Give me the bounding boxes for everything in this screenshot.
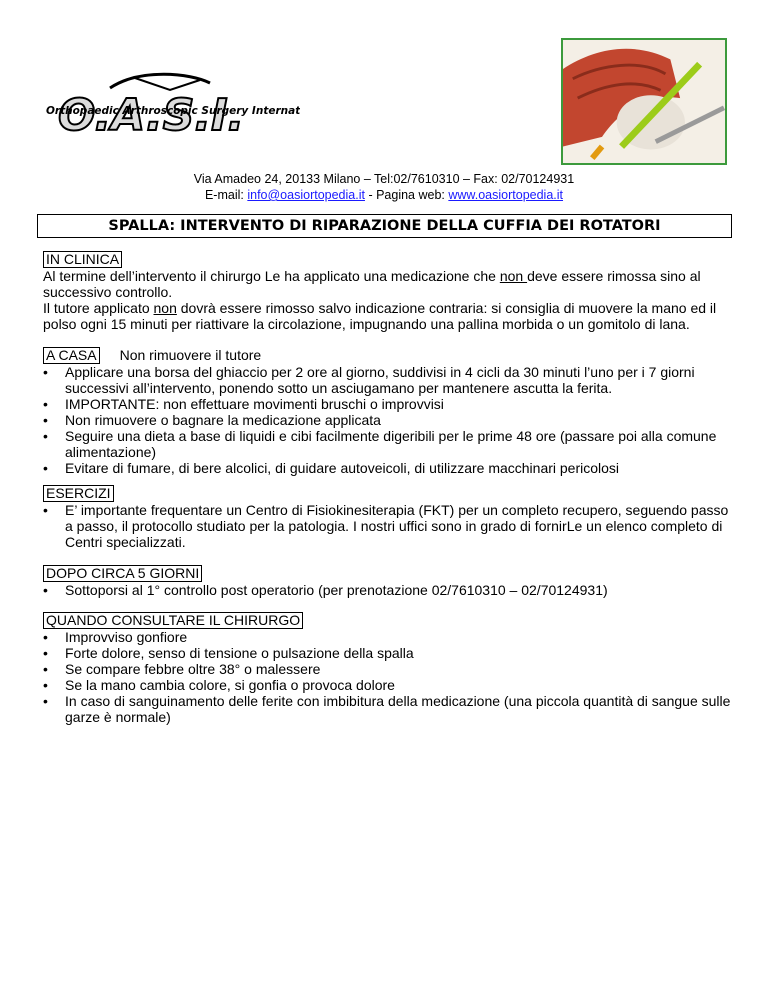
- list-item-text: Se la mano cambia colore, si gonfia o provoca dolore: [65, 677, 395, 693]
- list-item: [43, 677, 733, 693]
- list-item-text: Non rimuovere o bagnare la medicazione applicata: [65, 412, 381, 428]
- bullet-icon: •: [43, 502, 48, 518]
- list-item-text: Se compare febbre oltre 38° o malessere: [65, 661, 321, 677]
- list-item: [43, 693, 733, 725]
- list-item-text: Improvviso gonfiore: [65, 629, 188, 645]
- oasi-logo: [40, 68, 300, 138]
- logo-wordmark: O.A.S.I.: [58, 90, 245, 138]
- list-item-text: E’ importante frequentare un Centro di Fisiokinesiterapia (FKT) per un completo recupero, seguendo passo a passo, il protocollo studiato per la patologia. I nostri uffici sono in grado di fornirLe un elenco completo di Centri specializzati.: [65, 502, 729, 550]
- list-item: [43, 460, 733, 476]
- list-item: [43, 412, 733, 428]
- list-item-text: IMPORTANTE: non effettuare movimenti bruschi o improvvisi: [65, 396, 444, 412]
- document-title: SPALLA: INTERVENTO DI RIPARAZIONE DELLA CUFFIA DEI ROTATORI: [37, 214, 732, 238]
- list-item: [43, 502, 733, 550]
- clinica-paragraph-2: Il tutore applicato non dovrà essere rimosso salvo indicazione contraria: si consiglia di muovere la mano ed il polso ogni 15 minuti per riattivare la circolazione, impugnando una pallina morbida o un gomitolo di lana.: [43, 300, 717, 332]
- heading-quando-consultare: QUANDO CONSULTARE IL CHIRURGO: [43, 612, 303, 629]
- bullet-icon: •: [43, 693, 48, 709]
- list-item: [43, 645, 733, 661]
- bullet-icon: •: [43, 645, 48, 661]
- list-item-text: Applicare una borsa del ghiaccio per 2 ore al giorno, suddivisi in 4 cicli da 30 minuti l’uno per i 7 giorni successivi all’intervento, ponendo sotto un asciugamano per mantenere ascutta la ferita.: [65, 364, 695, 396]
- contact-links: [0, 187, 768, 203]
- bullet-icon: •: [43, 677, 48, 693]
- logo-subtitle: Orthopaedic Arthroscopic Surgery Internat: [46, 105, 300, 117]
- heading-a-casa: A CASA: [43, 347, 100, 364]
- casa-list: [43, 364, 733, 476]
- bullet-icon: •: [43, 428, 48, 444]
- bullet-icon: •: [43, 364, 48, 380]
- section-esercizi: [43, 485, 733, 550]
- quando-list: [43, 629, 733, 725]
- contact-address: Via Amadeo 24, 20133 Milano – Tel:02/7610310 – Fax: 02/70124931: [193, 172, 575, 186]
- bullet-icon: •: [43, 661, 48, 677]
- list-item: [43, 364, 733, 396]
- list-item: [43, 428, 733, 460]
- oasi-logo-graphic: [40, 68, 300, 138]
- heading-dopo-5-giorni: DOPO CIRCA 5 GIORNI: [43, 565, 202, 582]
- website-link[interactable]: www.oasiortopedia.it: [448, 188, 564, 202]
- list-item-text: Evitare di fumare, di bere alcolici, di guidare autoveicoli, di utilizzare macchinari pericolosi: [65, 460, 620, 476]
- list-item-text: Forte dolore, senso di tensione o pulsazione della spalla: [65, 645, 414, 661]
- bullet-icon: •: [43, 412, 48, 428]
- bullet-icon: •: [43, 396, 48, 412]
- clinica-paragraph-1: Al termine dell’intervento il chirurgo Le ha applicato una medicazione che non deve essere rimossa sino al successivo controllo.: [43, 268, 701, 300]
- email-link[interactable]: info@oasiortopedia.it: [247, 188, 365, 202]
- heading-esercizi: ESERCIZI: [43, 485, 114, 502]
- dopo-list: [43, 582, 733, 598]
- section-quando-consultare: [43, 612, 733, 725]
- section-dopo-5-giorni: [43, 565, 733, 598]
- section-a-casa: [43, 347, 733, 476]
- list-item-text: Sottoporsi al 1° controllo post operatorio (per prenotazione 02/7610310 – 02/70124931): [65, 582, 608, 598]
- bullet-icon: •: [43, 629, 48, 645]
- list-item: [43, 582, 733, 598]
- section-in-clinica: [43, 251, 733, 332]
- email-label: E-mail:: [204, 188, 248, 202]
- list-item: [43, 396, 733, 412]
- bullet-icon: •: [43, 460, 48, 476]
- esercizi-list: [43, 502, 733, 550]
- web-label: - Pagina web:: [364, 188, 449, 202]
- heading-in-clinica: IN CLINICA: [43, 251, 122, 268]
- surgery-illustration: [561, 38, 727, 165]
- bullet-icon: •: [43, 582, 48, 598]
- list-item: [43, 629, 733, 645]
- casa-note: Non rimuovere il tutore: [119, 347, 262, 363]
- list-item-text: Seguire una dieta a base di liquidi e cibi facilmente digeribili per le prime 48 ore (passare poi alla comune alimentazione): [65, 428, 717, 460]
- list-item-text: In caso di sanguinamento delle ferite con imbibitura della medicazione (una piccola quantità di sangue sulle garze è normale): [65, 693, 731, 725]
- list-item: [43, 661, 733, 677]
